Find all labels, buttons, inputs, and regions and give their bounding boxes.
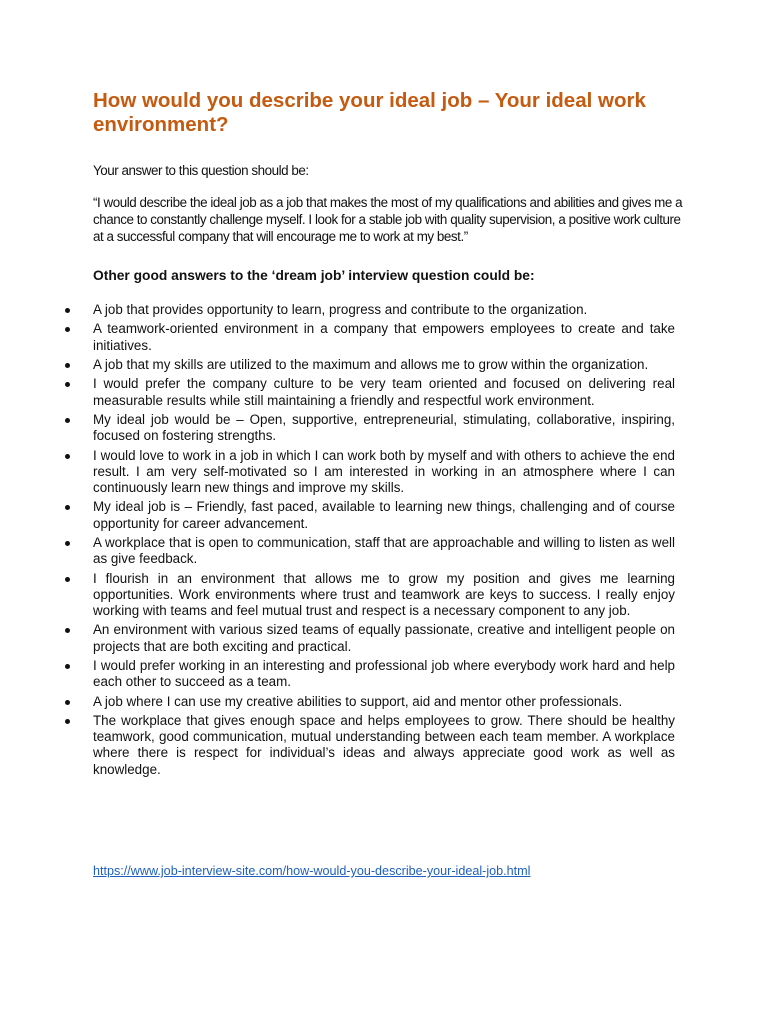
list-item [0, 658, 768, 690]
list-item-text: A workplace that is open to communication, staff that are approachable and willing to listen as well as give feedback. [93, 534, 675, 567]
list-item-text: An environment with various sized teams of equally passionate, creative and intelligent people on projects that are both exciting and practical. [93, 622, 675, 654]
bullet-icon [65, 418, 70, 423]
bullet-icon [65, 628, 70, 633]
list-item [0, 535, 768, 567]
list-item [0, 694, 768, 710]
list-item-text: My ideal job is – Friendly, fast paced, available to learning new things, challenging and of course opportunity for career advancement. [93, 499, 675, 531]
list-item-text: I would love to work in a job in which I can work both by myself and with others to achieve the end result. I am very self-motivated so I am interested in working in an atmosphere where I can continuously learn new things and improve my skills. [93, 447, 675, 495]
bullet-icon [65, 577, 70, 582]
list-item-text: A job that my skills are utilized to the maximum and allows me to grow within the organization. [93, 356, 649, 372]
bullet-icon [65, 505, 70, 510]
list-item-text: A job where I can use my creative abilities to support, aid and mentor other professionals. [93, 693, 623, 709]
list-item [0, 448, 768, 497]
bullet-icon [65, 700, 70, 705]
list-item [0, 499, 768, 531]
list-item [0, 571, 768, 620]
list-item [0, 713, 768, 778]
list-item-text: A job that provides opportunity to learn, progress and contribute to the organization. [93, 302, 588, 317]
list-item [0, 376, 768, 408]
list-item-text: I flourish in an environment that allows me to grow my position and gives me learning opportunities. Work environments where trust and teamwork are keys to success. I really enjoy working with teams and feel mutual trust and respect is a necessary component to any job. [93, 570, 675, 618]
answer-quote: “I would describe the ideal job as a job that makes the most of my qualifications and abilities and gives me a chance to constantly challenge myself. I look for a stable job with quality supervision, a positive work culture at a successful company that will encourage me to work at my best.” [93, 195, 683, 244]
bullet-icon [65, 719, 70, 724]
list-item-text: A teamwork-oriented environment in a company that empowers employees to create and take initiatives. [93, 321, 675, 353]
list-item-text: I would prefer working in an interesting and professional job where everybody work hard and help each other to succeed as a team. [93, 657, 675, 690]
other-answers-heading: Other good answers to the ‘dream job’ interview question could be: [93, 268, 535, 283]
answers-list [0, 302, 768, 781]
bullet-icon [65, 382, 70, 387]
list-item-text: My ideal job would be – Open, supportive, entrepreneurial, stimulating, collaborative, inspiring, focused on fostering strengths. [93, 411, 675, 444]
list-item-text: The workplace that gives enough space and helps employees to grow. There should be healthy teamwork, good communication, mutual understanding between each team member. A workplace where there is respect for individual’s ideas and always appreciate good work as well as knowledge. [93, 712, 675, 777]
list-item [0, 622, 768, 654]
bullet-icon [65, 454, 70, 459]
bullet-icon [65, 363, 70, 368]
bullet-icon [65, 327, 70, 332]
list-item [0, 302, 768, 318]
page-title: How would you describe your ideal job – Your ideal work environment? [93, 89, 646, 136]
list-item-text: I would prefer the company culture to be very team oriented and focused on delivering real measurable results while still maintaining a friendly and respectful work environment. [93, 376, 675, 408]
list-item [0, 357, 768, 373]
source-link[interactable]: https://www.job-interview-site.com/how-would-you-describe-your-ideal-job.html [93, 864, 531, 878]
bullet-icon [65, 541, 70, 546]
bullet-icon [65, 664, 70, 669]
list-item [0, 321, 768, 353]
intro-text: Your answer to this question should be: [93, 163, 309, 178]
list-item [0, 412, 768, 444]
bullet-icon [65, 308, 70, 313]
